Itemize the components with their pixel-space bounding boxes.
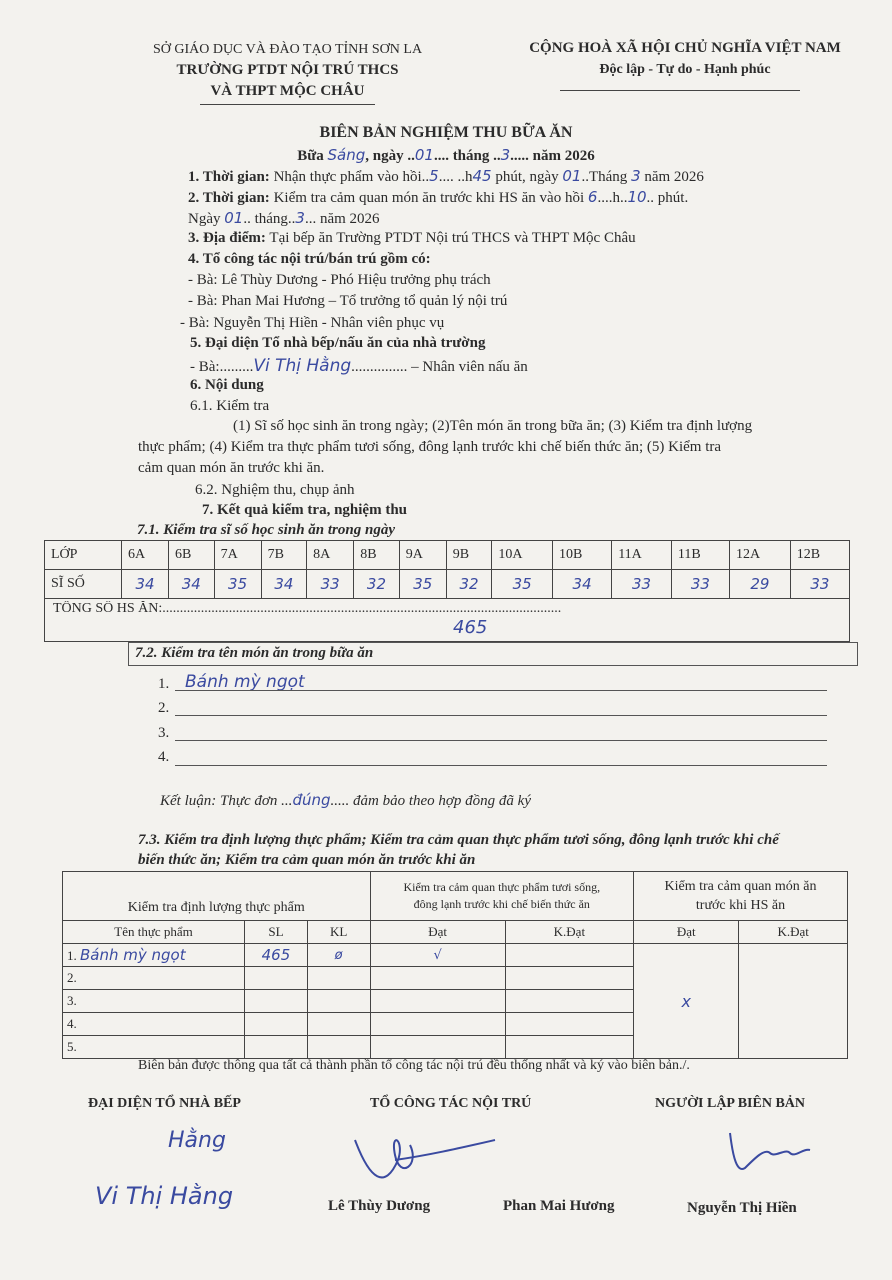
food-row-3-dat <box>370 990 505 1013</box>
item1-month: 3 <box>631 167 641 185</box>
item6-sub2: 6.2. Nghiệm thu, chụp ảnh <box>195 482 355 498</box>
count-8B: 32 <box>354 570 400 599</box>
food-row-5-name-cell <box>63 1036 245 1059</box>
col-dat: Đạt <box>370 921 505 944</box>
col-kdat2: K.Đạt <box>739 921 848 944</box>
conclusion-value: đúng <box>292 791 331 809</box>
item6-sub1: 6.1. Kiểm tra <box>190 398 270 414</box>
count-9A: 35 <box>399 570 446 599</box>
item2-minute: 10 <box>627 188 647 206</box>
count-row-label: SĨ SỐ <box>45 570 122 599</box>
food-row-3-num: 3. <box>67 993 77 1008</box>
conclusion-suffix: ..... đảm bảo theo hợp đồng đã ký <box>330 793 531 809</box>
food-row-5-dat <box>370 1036 505 1059</box>
meal-year-label: ..... năm 2026 <box>510 148 595 164</box>
item1-text-b: .... ..h <box>438 169 473 185</box>
count-8A: 33 <box>307 570 354 599</box>
meal-dat-mark: x <box>634 944 739 1059</box>
item2-text-c: .. phút. <box>646 190 689 206</box>
food-row-1-name-cell <box>63 944 245 967</box>
class-9A: 9A <box>399 541 446 570</box>
food-col-header <box>63 921 848 944</box>
section-7-3-title-l2: biến thức ăn; Kiểm tra cảm quan món ăn trước khi ăn <box>138 852 476 868</box>
class-10B: 10B <box>553 541 612 570</box>
meal-month-label: .... tháng .. <box>433 148 501 164</box>
item2-month: 3 <box>295 209 305 227</box>
food-row-1-kl: ø <box>307 944 370 967</box>
count-7B: 34 <box>261 570 307 599</box>
board-name-2: Phan Mai Hương <box>503 1198 615 1214</box>
food-row-1-dat: √ <box>370 944 505 967</box>
food-row-2-sl <box>245 967 308 990</box>
left-header-underline <box>200 104 375 105</box>
food-row-2-name-cell <box>63 967 245 990</box>
food-row-4-num: 4. <box>67 1016 77 1031</box>
item7-label: 7. Kết quả kiểm tra, nghiệm thu <box>202 502 408 518</box>
meal-month-value: 3 <box>500 146 511 164</box>
kitchen-signature: Hằng <box>168 1128 226 1153</box>
food-row-5-num: 5. <box>67 1039 77 1054</box>
item1-minute: 45 <box>472 167 492 185</box>
food-row-5-sl <box>245 1036 308 1059</box>
meal-prefix: Bữa <box>297 148 324 164</box>
class-12B: 12B <box>790 541 849 570</box>
count-7A: 35 <box>214 570 261 599</box>
item2-text-a: Kiểm tra cảm quan món ăn trước khi HS ăn vào hồi <box>273 190 585 206</box>
col-dat2: Đạt <box>634 921 739 944</box>
writer-sign-title: NGƯỜI LẬP BIÊN BẢN <box>655 1096 806 1111</box>
class-count-table <box>44 540 850 642</box>
section-7-1-title: 7.1. Kiểm tra sĩ số học sinh ăn trong ngày <box>137 522 395 538</box>
count-12A: 29 <box>730 570 791 599</box>
class-row-label: LỚP <box>45 541 122 570</box>
class-11B: 11B <box>671 541 729 570</box>
item6-label: 6. Nội dung <box>190 377 264 393</box>
kitchen-rep-name: Vi Thị Hằng <box>95 1182 234 1210</box>
food-row-1-num: 1. <box>67 948 77 963</box>
school-name-line2: VÀ THPT MỘC CHÂU <box>210 83 365 99</box>
food-row-2-kl <box>307 967 370 990</box>
class-10A: 10A <box>492 541 553 570</box>
item1-receive-time <box>188 167 704 186</box>
document-title: BIÊN BẢN NGHIỆM THU BỮA ĂN <box>319 124 573 141</box>
class-7B: 7B <box>261 541 307 570</box>
right-header-underline <box>560 90 800 91</box>
item3-label: 3. Địa điểm: <box>188 230 266 246</box>
school-name-line1: TRƯỜNG PTDT NỘI TRÚ THCS <box>176 62 399 78</box>
menu-conclusion <box>160 791 531 810</box>
member-1: - Bà: Lê Thùy Dương - Phó Hiệu trưởng phụ trách <box>188 272 491 288</box>
food-row-4-kl <box>307 1013 370 1036</box>
food-row-4-sl <box>245 1013 308 1036</box>
closing-statement: Biên bản được thông qua tất cả thành phần tổ công tác nội trú đều thống nhất và ký vào biên bản./. <box>138 1058 690 1073</box>
meal-day-label: , ngày .. <box>365 148 415 164</box>
count-12B: 33 <box>790 570 849 599</box>
class-8A: 8A <box>307 541 354 570</box>
total-cell <box>45 599 850 642</box>
meal-value: Sáng <box>327 146 366 164</box>
writer-signature-mark <box>725 1128 815 1178</box>
section-7-2-title: 7.2. Kiểm tra tên món ăn trong bữa ăn <box>135 645 374 661</box>
meal-day-value: 01 <box>414 146 434 164</box>
class-9B: 9B <box>446 541 492 570</box>
item1-text-a: Nhận thực phẩm vào hồi.. <box>273 169 430 185</box>
conclusion-prefix: Kết luận: Thực đơn ... <box>160 793 293 809</box>
item6-body-l2: thực phẩm; (4) Kiểm tra thực phẩm tươi sống, đông lạnh trước khi chế biến thức ăn; (5) Kiểm tra <box>138 439 722 455</box>
dish-1-name: Bánh mỳ ngọt <box>185 672 305 692</box>
item1-text-c: phút, ngày <box>495 169 559 185</box>
item1-hour: 5 <box>429 167 439 185</box>
col-food-name: Tên thực phẩm <box>63 921 245 944</box>
count-11B: 33 <box>671 570 729 599</box>
group-quantity-header: Kiểm tra định lượng thực phẩm <box>63 872 371 921</box>
member-3: - Bà: Nguyễn Thị Hiền - Nhân viên phục vụ <box>180 315 445 331</box>
dept-name: SỞ GIÁO DỤC VÀ ĐÀO TẠO TỈNH SƠN LA <box>152 42 423 57</box>
group-meal-l2: trước khi HS ăn <box>695 898 786 913</box>
item2-month-label: .. tháng.. <box>243 211 296 227</box>
count-10A: 35 <box>492 570 553 599</box>
dish-4-line <box>175 765 827 766</box>
food-group-header <box>63 872 848 921</box>
class-12A: 12A <box>730 541 791 570</box>
count-6A: 34 <box>122 570 169 599</box>
item2-label: 2. Thời gian: <box>188 190 270 206</box>
count-6B: 34 <box>169 570 215 599</box>
board-name-1: Lê Thùy Dương <box>328 1198 431 1214</box>
food-check-table <box>62 871 848 1059</box>
item5-label: 5. Đại diện Tổ nhà bếp/nấu ăn của nhà trường <box>190 335 486 351</box>
class-11A: 11A <box>612 541 672 570</box>
dish-3-line <box>175 740 827 741</box>
section-7-2-box <box>128 642 858 666</box>
group-meal-l1: Kiểm tra cảm quan món ăn <box>664 879 817 894</box>
dish-1-num: 1. <box>158 676 170 692</box>
dish-4-num: 4. <box>158 749 170 765</box>
total-value: 465 <box>453 617 488 638</box>
nation-title: CỘNG HOÀ XÃ HỘI CHỦ NGHĨA VIỆT NAM <box>529 40 841 56</box>
col-sl: SL <box>245 921 308 944</box>
col-kdat: K.Đạt <box>505 921 633 944</box>
nation-motto: Độc lập - Tự do - Hạnh phúc <box>599 62 771 77</box>
board-sign-title: TỔ CÔNG TÁC NỘI TRÚ <box>370 1096 532 1111</box>
food-row-1-kdat <box>505 944 633 967</box>
item3-location <box>188 230 636 247</box>
dish-2-num: 2. <box>158 700 170 716</box>
food-row-2-num: 2. <box>67 970 77 985</box>
dish-1-line <box>175 690 827 691</box>
group-fresh-l2: đông lạnh trước khi chế biến thức ăn <box>413 897 590 911</box>
item2-date <box>188 209 380 228</box>
count-9B: 32 <box>446 570 492 599</box>
class-7A: 7A <box>214 541 261 570</box>
class-6B: 6B <box>169 541 215 570</box>
item2-text-b: ....h.. <box>597 190 628 206</box>
group-meal-header <box>634 872 848 921</box>
food-row-5-kl <box>307 1036 370 1059</box>
item1-text-e: năm 2026 <box>644 169 704 185</box>
item3-text: Tại bếp ăn Trường PTDT Nội trú THCS và THPT Mộc Châu <box>269 230 636 246</box>
meal-kdat-cell <box>739 944 848 1059</box>
item2-year-label: ... năm 2026 <box>304 211 380 227</box>
food-row-1-sl: 465 <box>245 944 308 967</box>
item1-label: 1. Thời gian: <box>188 169 270 185</box>
food-row-4-name-cell <box>63 1013 245 1036</box>
item2-day-label: Ngày <box>188 211 221 227</box>
item2-inspect-time <box>188 188 688 207</box>
cook-name: Vi Thị Hằng <box>253 356 352 376</box>
total-row <box>45 599 850 642</box>
count-11A: 33 <box>612 570 672 599</box>
item6-body-l3: cảm quan món ăn trước khi ăn. <box>138 460 325 476</box>
food-row-1 <box>63 944 848 967</box>
item1-day: 01 <box>562 167 582 185</box>
class-row <box>45 541 850 570</box>
total-label: TỔNG SỐ HS ĂN:.................................................................................................................. <box>53 601 562 616</box>
food-row-4-dat <box>370 1013 505 1036</box>
writer-name: Nguyễn Thị Hiền <box>687 1200 797 1216</box>
dish-2-line <box>175 715 827 716</box>
item2-hour: 6 <box>587 188 598 206</box>
dish-3-num: 3. <box>158 725 170 741</box>
food-row-3-kdat <box>505 990 633 1013</box>
cook-prefix: - Bà:......... <box>190 359 254 375</box>
food-row-1-name: Bánh mỳ ngọt <box>80 946 186 964</box>
board-signature-mark <box>350 1120 500 1190</box>
item2-day: 01 <box>224 209 244 227</box>
food-row-3-sl <box>245 990 308 1013</box>
class-6A: 6A <box>122 541 169 570</box>
food-row-4-kdat <box>505 1013 633 1036</box>
count-10B: 34 <box>553 570 612 599</box>
group-fresh-l1: Kiểm tra cảm quan thực phẩm tươi sống, <box>403 880 601 894</box>
count-row <box>45 570 850 599</box>
kitchen-sign-title: ĐẠI DIỆN TỔ NHÀ BẾP <box>88 1096 241 1111</box>
member-2: - Bà: Phan Mai Hương – Tổ trưởng tổ quản lý nội trú <box>188 293 508 309</box>
cook-suffix: ............... – Nhân viên nấu ăn <box>351 359 528 375</box>
item1-text-d: ..Tháng <box>581 169 628 185</box>
cook-line <box>190 356 528 376</box>
food-row-3-kl <box>307 990 370 1013</box>
food-row-3-name-cell <box>63 990 245 1013</box>
section-7-3-title-l1: 7.3. Kiểm tra định lượng thực phẩm; Kiểm tra cảm quan thực phẩm tươi sống, đông lạnh trước khi chế <box>138 832 779 848</box>
food-row-2-dat <box>370 967 505 990</box>
item6-body-l1: (1) Sĩ số học sinh ăn trong ngày; (2)Tên món ăn trong bữa ăn; (3) Kiểm tra định lượng <box>233 418 753 434</box>
food-row-2-kdat <box>505 967 633 990</box>
item4-label: 4. Tổ công tác nội trú/bán trú gồm có: <box>188 251 431 267</box>
class-8B: 8B <box>354 541 400 570</box>
meal-line <box>0 146 892 165</box>
group-fresh-header <box>370 872 634 921</box>
col-kl: KL <box>307 921 370 944</box>
food-row-5-kdat <box>505 1036 633 1059</box>
